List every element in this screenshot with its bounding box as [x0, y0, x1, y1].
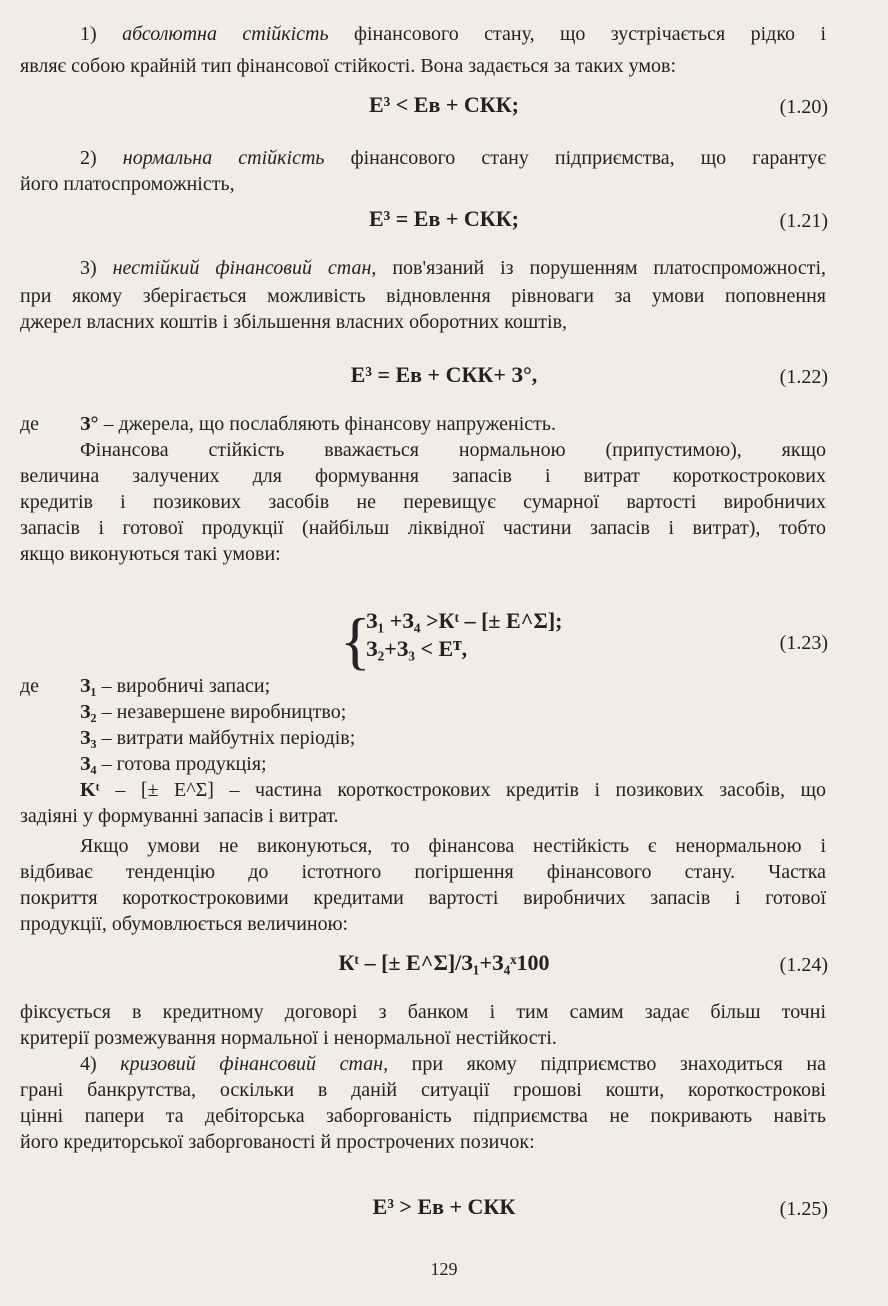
formula-1-24: Кᵗ – [± E^Σ]/З₁+З₄ˣ100	[338, 950, 550, 975]
equation-number-1-25: (1.25)	[779, 1198, 828, 1220]
formula-1-22: Е³ = Ев + СКК+ З°,	[350, 362, 538, 387]
paragraph-4-line-4: запасів і готової продукції (найбільш ліквідної частини запасів і витрат), тобто	[20, 517, 826, 539]
equation-number-1-22: (1.22)	[779, 366, 828, 388]
definition-z2	[80, 700, 826, 724]
text: – джерела, що послабляють фінансову напруженість.	[103, 413, 556, 435]
symbol: З°	[80, 413, 99, 435]
paragraph-7-line-4: його кредиторської заборгованості й прострочених позичок:	[20, 1131, 535, 1153]
text: – виробничі запаси;	[101, 675, 271, 697]
term-italic: кризовий фінансовий стан,	[120, 1053, 389, 1075]
system-brace: {	[340, 605, 371, 676]
text: фінансового стану підприємства, що гарантує	[350, 147, 826, 169]
paragraph-6-line-2: критерії розмежування нормальної і ненормальної нестійкості.	[20, 1027, 557, 1049]
paragraph-3-line-2: при якому зберігається можливість відновлення рівноваги за умови поповнення	[20, 285, 826, 307]
paragraph-5-line-4: продукції, обумовлюється величиною:	[20, 913, 349, 935]
paragraph-3-line-3: джерел власних коштів і збільшення власних оборотних коштів,	[20, 311, 568, 333]
term-italic: нестійкий фінансовий стан,	[112, 257, 377, 279]
symbol: З₃	[80, 727, 97, 749]
definition-z1	[80, 674, 826, 698]
paragraph-7-line-2: грані банкрутства, оскільки в даній ситуації грошові кошти, короткострокові	[20, 1079, 826, 1101]
paragraph-1-line-1	[80, 22, 826, 46]
equation-number-1-23: (1.23)	[779, 632, 828, 654]
text: пов'язаний із порушенням платоспроможності,	[392, 257, 826, 279]
formula-1-21: Е³ = Ев + СКК;	[368, 206, 519, 231]
equation-number-1-24: (1.24)	[779, 954, 828, 976]
paragraph-1-line-2: являє собою крайній тип фінансової стійкості. Вона задається за таких умов:	[20, 55, 677, 77]
equation-number-1-21: (1.21)	[779, 210, 828, 232]
symbol: З₄	[80, 753, 97, 775]
text: – [± E^Σ] – частина короткострокових кредитів і позикових засобів, що	[115, 779, 826, 801]
formula-1-23-line-1: З₁ +З₄ >Кᵗ – [± E^Σ];	[366, 608, 563, 633]
paragraph-5-line-2: відбиває тенденцію до істотного погіршення фінансового стану. Частка	[20, 861, 826, 883]
definition-k-line-2: задіяні у формуванні запасів і витрат.	[20, 805, 339, 827]
paragraph-2-line-2: його платоспроможність,	[20, 173, 235, 195]
list-number: 3)	[80, 257, 97, 279]
paragraph-7-line-3: цінні папери та дебіторська заборгованість підприємства не покривають навіть	[20, 1105, 826, 1127]
paragraph-5-line-1: Якщо умови не виконуються, то фінансова нестійкість є ненормальною і	[80, 835, 826, 857]
term-italic: абсолютна стійкість	[122, 23, 329, 45]
text: при якому підприємство знаходиться на	[411, 1053, 826, 1075]
definition-z0	[80, 412, 826, 436]
text: – витрати майбутніх періодів;	[101, 727, 356, 749]
definition-k	[80, 778, 826, 802]
definition-z4	[80, 752, 826, 776]
paragraph-7-line-1	[80, 1052, 826, 1076]
list-number: 2)	[80, 147, 97, 169]
symbol: Kᵗ	[80, 779, 100, 801]
symbol: З₂	[80, 701, 97, 723]
where-label: де	[20, 675, 40, 697]
paragraph-4-line-1: Фінансова стійкість вважається нормальною (припустимою), якщо	[80, 439, 826, 461]
paragraph-4-line-5: якщо виконуються такі умови:	[20, 543, 281, 565]
where-label: де	[20, 413, 40, 435]
paragraph-6-line-1: фіксується в кредитному договорі з банком і тим самим задає більш точні	[20, 1001, 826, 1023]
page-number: 129	[430, 1259, 458, 1279]
term-italic: нормальна стійкість	[122, 147, 325, 169]
list-number: 4)	[80, 1053, 97, 1075]
paragraph-2-line-1	[80, 146, 826, 170]
formula-1-20: Е³ < Ев + СКК;	[368, 92, 519, 117]
equation-number-1-20: (1.20)	[779, 96, 828, 118]
paragraph-5-line-3: покриття короткостроковими кредитами вартості виробничих запасів і готової	[20, 887, 826, 909]
formula-1-25: Е³ > Ев + СКК	[372, 1194, 516, 1219]
text: – незавершене виробництво;	[101, 701, 347, 723]
symbol: З₁	[80, 675, 97, 697]
paragraph-4-line-3: кредитів і позикових засобів не перевищує сумарної вартості виробничих	[20, 491, 826, 513]
text: фінансового стану, що зустрічається рідко і	[354, 23, 826, 45]
formula-1-23-line-2: З₂+З₃ < Eᵀ,	[366, 636, 468, 661]
paragraph-4-line-2: величина залучених для формування запасів і витрат короткострокових	[20, 465, 826, 487]
list-number: 1)	[80, 23, 97, 45]
paragraph-3-line-1	[80, 256, 826, 280]
text: – готова продукція;	[101, 753, 267, 775]
definition-z3	[80, 726, 826, 750]
